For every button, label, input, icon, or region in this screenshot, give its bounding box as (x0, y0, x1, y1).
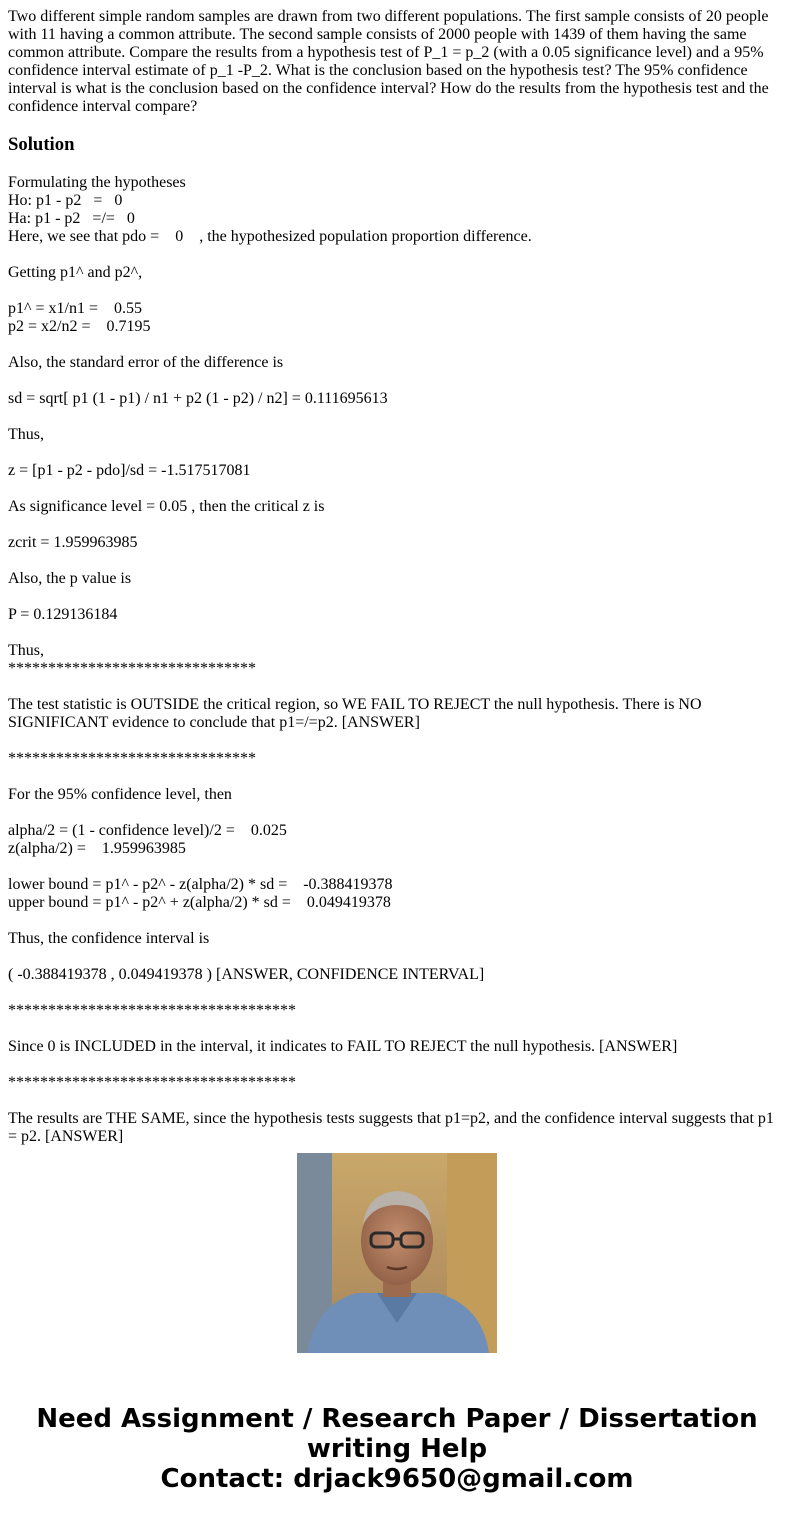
separator-stars: ************************************ (8, 1074, 296, 1091)
alt-hypothesis: Ha: p1 - p2 =/= 0 (8, 210, 135, 227)
alpha-block (8, 822, 786, 858)
test-conclusion: The test statistic is OUTSIDE the critical region, so WE FAIL TO REJECT the null hypothesis. There is NO SIGNIFICANT evidence to conclude that p1=/=p2. [ANSWER] (8, 696, 702, 731)
comparison-conclusion: The results are THE SAME, since the hypothesis tests suggests that p1=p2, and the confidence interval suggests that p1 = p2. [ANSWER] (8, 1110, 774, 1145)
null-hypothesis: Ho: p1 - p2 = 0 (8, 192, 123, 209)
sd-line: sd = sqrt[ p1 (1 - p1) / n1 + p2 (1 - p2) / n2] = 0.111695613 (8, 390, 388, 407)
confidence-level-line: For the 95% confidence level, then (8, 786, 232, 803)
thus-stars-block (8, 642, 786, 678)
p2-line: p2 = x2/n2 = 0.7195 (8, 318, 151, 335)
promo-line-2: writing Help (306, 1434, 488, 1464)
upper-bound-line: upper bound = p1^ - p2^ + z(alpha/2) * sd = 0.049419378 (8, 894, 391, 911)
document-body (8, 8, 786, 1145)
hypotheses-block (8, 174, 786, 246)
solution-heading: Solution (8, 134, 75, 155)
separator-stars: ******************************* (8, 660, 256, 677)
promo-contact: Contact: drjack9650@gmail.com (160, 1464, 634, 1494)
z-line: z = [p1 - p2 - pdo]/sd = -1.517517081 (8, 462, 251, 479)
promo-banner (0, 1404, 794, 1494)
pvalue-intro: Also, the p value is (8, 570, 132, 587)
separator-stars: ************************************ (8, 1002, 296, 1019)
ci-line: ( -0.388419378 , 0.049419378 ) [ANSWER, CONFIDENCE INTERVAL] (8, 966, 485, 983)
thus-line: Thus, (8, 426, 44, 443)
author-photo (297, 1153, 497, 1353)
ci-conclusion: Since 0 is INCLUDED in the interval, it indicates to FAIL TO REJECT the null hypothesis. [ANSWER] (8, 1038, 678, 1055)
lower-bound-line: lower bound = p1^ - p2^ - z(alpha/2) * sd = -0.388419378 (8, 876, 393, 893)
promo-line-1: Need Assignment / Research Paper / Dissertation (36, 1404, 758, 1434)
bounds-block (8, 876, 786, 912)
significance-line: As significance level = 0.05 , then the critical z is (8, 498, 325, 515)
getting-line: Getting p1^ and p2^, (8, 264, 143, 281)
zalpha-line: z(alpha/2) = 1.959963985 (8, 840, 186, 857)
separator-stars: ******************************* (8, 750, 256, 767)
thus-line-2: Thus, (8, 642, 44, 659)
ci-intro: Thus, the confidence interval is (8, 930, 210, 947)
question-text: Two different simple random samples are drawn from two different populations. The first sample consists of 20 people with 11 having a common attribute. The second sample consists of 2000 people with 1439 of them having the same common attribute. Compare the results from a hypothesis test of P_1 = p_2 (with a 0.05 significance level) and a 95% confidence interval estimate of p_1 -P_2. What is the conclusion based on the hypothesis test? The 95% confidence interval is what is the conclusion based on the confidence interval? How do the results from the hypothesis test and the confidence interval compare? (8, 8, 769, 115)
alpha-line: alpha/2 = (1 - confidence level)/2 = 0.025 (8, 822, 287, 839)
proportions-block (8, 300, 786, 336)
se-intro: Also, the standard error of the difference is (8, 354, 284, 371)
hypotheses-intro: Formulating the hypotheses (8, 174, 186, 191)
pdo-line: Here, we see that pdo = 0 , the hypothesized population proportion difference. (8, 228, 532, 245)
pvalue-line: P = 0.129136184 (8, 606, 118, 623)
zcrit-line: zcrit = 1.959963985 (8, 534, 138, 551)
p1-line: p1^ = x1/n1 = 0.55 (8, 300, 142, 317)
